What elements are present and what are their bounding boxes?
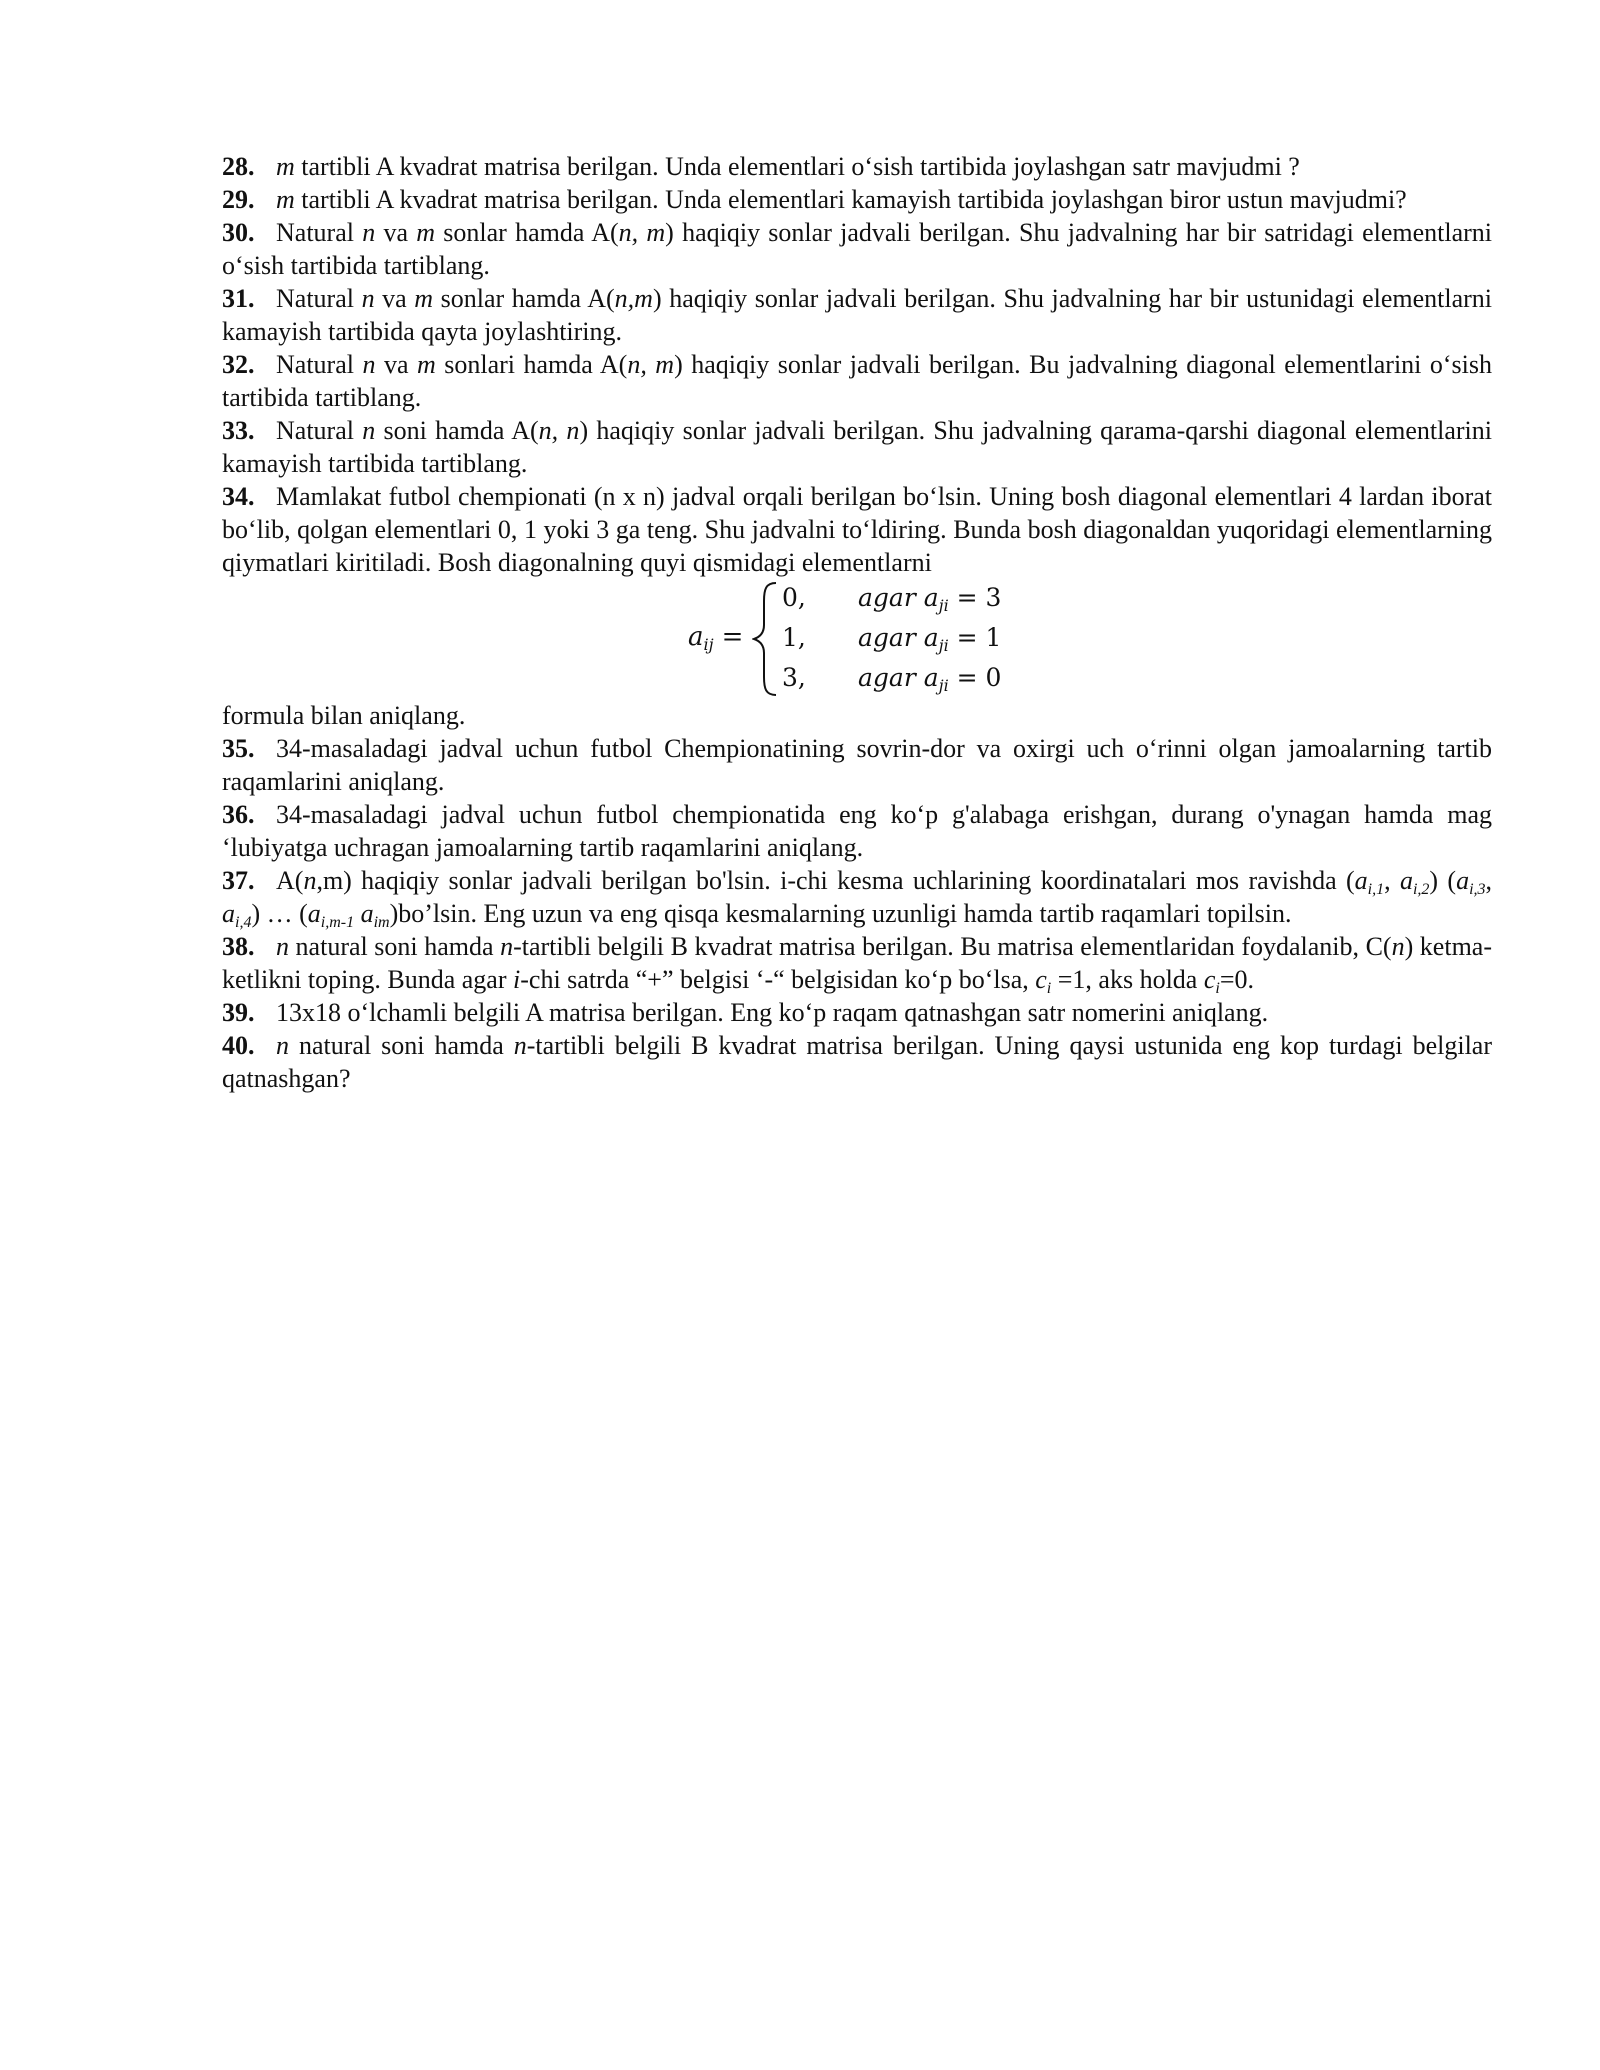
problem-text: n [362,416,376,445]
case-subscript: ji [938,636,949,655]
problem-text: ) ( [1429,866,1457,895]
problem-text: A( [276,866,304,895]
problem-item [222,183,1492,216]
case-subscript: ji [938,596,949,615]
formula-case [782,581,1001,614]
subscript-text: im [373,914,390,931]
problem-item [222,348,1492,414]
problem-text: tartibli A kvadrat matrisa berilgan. Unda elementlari o‘sish tartibida joylashgan satr mavjudmi ? [294,152,1300,181]
problem-item [222,930,1492,996]
problem-text: a [1456,866,1470,895]
problem-text: Natural [276,284,362,313]
problem-text: Natural [276,416,363,445]
subscript-text: i [1215,980,1220,997]
problem-text: 34-masaladagi jadval uchun futbol Chempionatining sovrin-dor va oxirgi uch o‘rinni olgan jamoalarning tartib raqamlarini aniqlang. [222,734,1492,796]
problem-text: m [276,152,295,181]
problem-item [222,414,1492,480]
subscript-text: i,3 [1469,881,1486,898]
problem-number: 40. [222,1031,255,1060]
subscript-text: i,2 [1412,881,1430,898]
problem-item [222,150,1492,183]
problem-text: va [375,350,417,379]
problem-text: a [1354,866,1368,895]
problem-item [222,732,1492,798]
problem-text: n [303,866,317,895]
problem-text: n, m [627,350,675,379]
problem-text: ) haqiqiy sonlar jadvali berilgan. Shu jadvalning har bir satridagi elementlarni o‘sish tartibida tartiblang. [222,218,1493,280]
problem-text: n [276,932,289,961]
problem-text: a [360,899,374,928]
case-relation: = 1 [948,623,1002,652]
problem-number: 30. [222,218,255,247]
formula-followup-text: formula bilan aniqlang. [222,701,466,730]
problem-number: 37. [222,866,255,895]
problem-text: natural soni hamda [289,932,501,961]
problem-text: ) haqiqiy sonlar jadvali berilgan. Shu jadvalning qarama-qarshi diagonal elementlarini kamayish tartibida tartiblang. [222,416,1492,478]
problem-text: n [1391,932,1405,961]
problem-text: n [500,932,514,961]
problem-text: natural soni hamda [289,1031,514,1060]
problem-text: sonlari hamda A( [435,350,628,379]
case-value: 1, [782,623,806,652]
problem-text: va [375,218,417,247]
problem-number: 34. [222,482,255,511]
problem-text: n [362,218,376,247]
problem-text: a [1399,866,1413,895]
problem-item [222,216,1492,282]
problem-text: sonlar hamda A( [433,284,615,313]
problem-text: sonlar hamda A( [435,218,619,247]
left-brace-icon [752,579,782,699]
problem-text: -tartibli belgili B kvadrat matrisa berilgan. Uning qaysi ustunida eng kop turdagi belgilar qatnashgan? [222,1031,1492,1093]
formula-case [782,621,1001,654]
problem-list [222,150,1492,579]
problem-text: ) ketma-ketlikni toping. Bunda agar [222,932,1492,994]
problem-number: 32. [222,350,255,379]
problem-text: ,m) haqiqiy sonlar jadvali berilgan bo'lsin. i-chi kesma uchlarining koordinatalari mos ravishda ( [316,866,1355,895]
problem-item [222,996,1492,1029]
document-body [222,150,1492,1095]
problem-text: Mamlakat futbol chempionati (n x n) jadval orqali berilgan bo‘lsin. Uning bosh diagonal elementlari 4 lardan iborat bo‘lib, qolgan elementlari 0, 1 yoki 3 ga teng. Shu jadvalni to‘ldiring. Bunda bosh diagonaldan yuqoridagi elementlarning qiymatlari kiritiladi. Bosh diagonalning quyi qismidagi elementlarni [222,482,1492,577]
problem-item [222,1029,1492,1095]
problem-number: 35. [222,734,255,763]
case-value: 3, [782,663,806,692]
problem-text: n [276,1031,289,1060]
problem-text: n [361,284,375,313]
problem-text: n, n [538,416,580,445]
subscript-text: i [1046,980,1052,997]
problem-text: tartibli A kvadrat matrisa berilgan. Unda elementlari kamayish tartibida joylashgan biror ustun mavjudmi? [294,185,1407,214]
problem-text: c [1035,965,1047,994]
problem-item [222,480,1492,579]
problem-text: n [362,350,376,379]
problem-number: 38. [222,932,255,961]
problem-item [222,282,1492,348]
problem-text: n [513,1031,527,1060]
formula-lhs-symbol: a [688,622,704,652]
piecewise-formula [222,579,1492,699]
problem-text: c [1203,965,1216,994]
problem-item [222,798,1492,864]
formula-case [782,661,1001,694]
problem-number: 28. [222,152,255,181]
problem-text: a [222,899,235,928]
subscript-text: i,m-1 [320,914,355,931]
problem-number: 36. [222,800,255,829]
problem-text: 13x18 o‘lchamli belgili A matrisa berilgan. Eng ko‘p raqam qatnashgan satr nomerini aniqlang. [276,998,1269,1027]
case-relation: = 3 [948,583,1002,612]
problem-text: Natural [276,218,363,247]
case-subscript: ji [938,676,949,695]
formula-lhs [688,621,743,654]
problem-text: n, m [618,218,666,247]
formula-lhs-subscript: ij [703,635,714,654]
problem-text: , [1485,866,1493,895]
problem-text: ) … ( [251,899,308,928]
problem-text: a [307,899,321,928]
problem-text: Natural [276,350,363,379]
problem-text: )bo’lsin. Eng uzun va eng qisqa kesmalarning uzunligi hamda tartib raqamlari topilsin. [389,899,1292,928]
case-condition: agar a [858,583,939,612]
problem-text: 34-masaladagi jadval uchun futbol chempionatida eng ko‘p g'alabaga erishgan, durang o'ynagan hamda mag ‘lubiyatga uchragan jamoalarning tartib raqamlarini aniqlang. [222,800,1492,862]
problem-item [222,864,1492,930]
case-condition: agar a [858,623,939,652]
problem-text: m [416,218,436,247]
case-relation: = 0 [948,663,1002,692]
problem-text: =0. [1219,965,1255,994]
problem-list-continued [222,732,1492,1095]
problem-text: , [1384,866,1400,895]
formula-equals: = [721,622,744,652]
problem-number: 29. [222,185,255,214]
problem-text: ) haqiqiy sonlar jadvali berilgan. Shu jadvalning har bir ustunidagi elementlarni kamayish tartibida qayta joylashtiring. [222,284,1493,346]
problem-number: 33. [222,416,255,445]
problem-text: n,m [614,284,653,313]
problem-text: m [276,185,295,214]
problem-text: ) haqiqiy sonlar jadvali berilgan. Bu jadvalning diagonal elementlarini o‘sish tartibida tartiblang. [222,350,1492,412]
problem-text: m [416,350,436,379]
problem-text: i [513,965,521,994]
problem-text: soni hamda A( [375,416,539,445]
case-condition: agar a [858,663,939,692]
problem-text: m [414,284,434,313]
problem-number: 31. [222,284,255,313]
case-value: 0, [782,583,806,612]
subscript-text: i,4 [235,914,252,931]
problem-text: va [374,284,415,313]
problem-text: -chi satrda “+” belgisi ‘-“ belgisidan ko‘p bo‘lsa, [520,965,1036,994]
problem-number: 39. [222,998,255,1027]
subscript-text: i,1 [1367,881,1385,898]
problem-text: =1, aks holda [1051,965,1204,994]
problem-text: -tartibli belgili B kvadrat matrisa berilgan. Bu matrisa elementlaridan foydalanib, C( [513,932,1392,961]
